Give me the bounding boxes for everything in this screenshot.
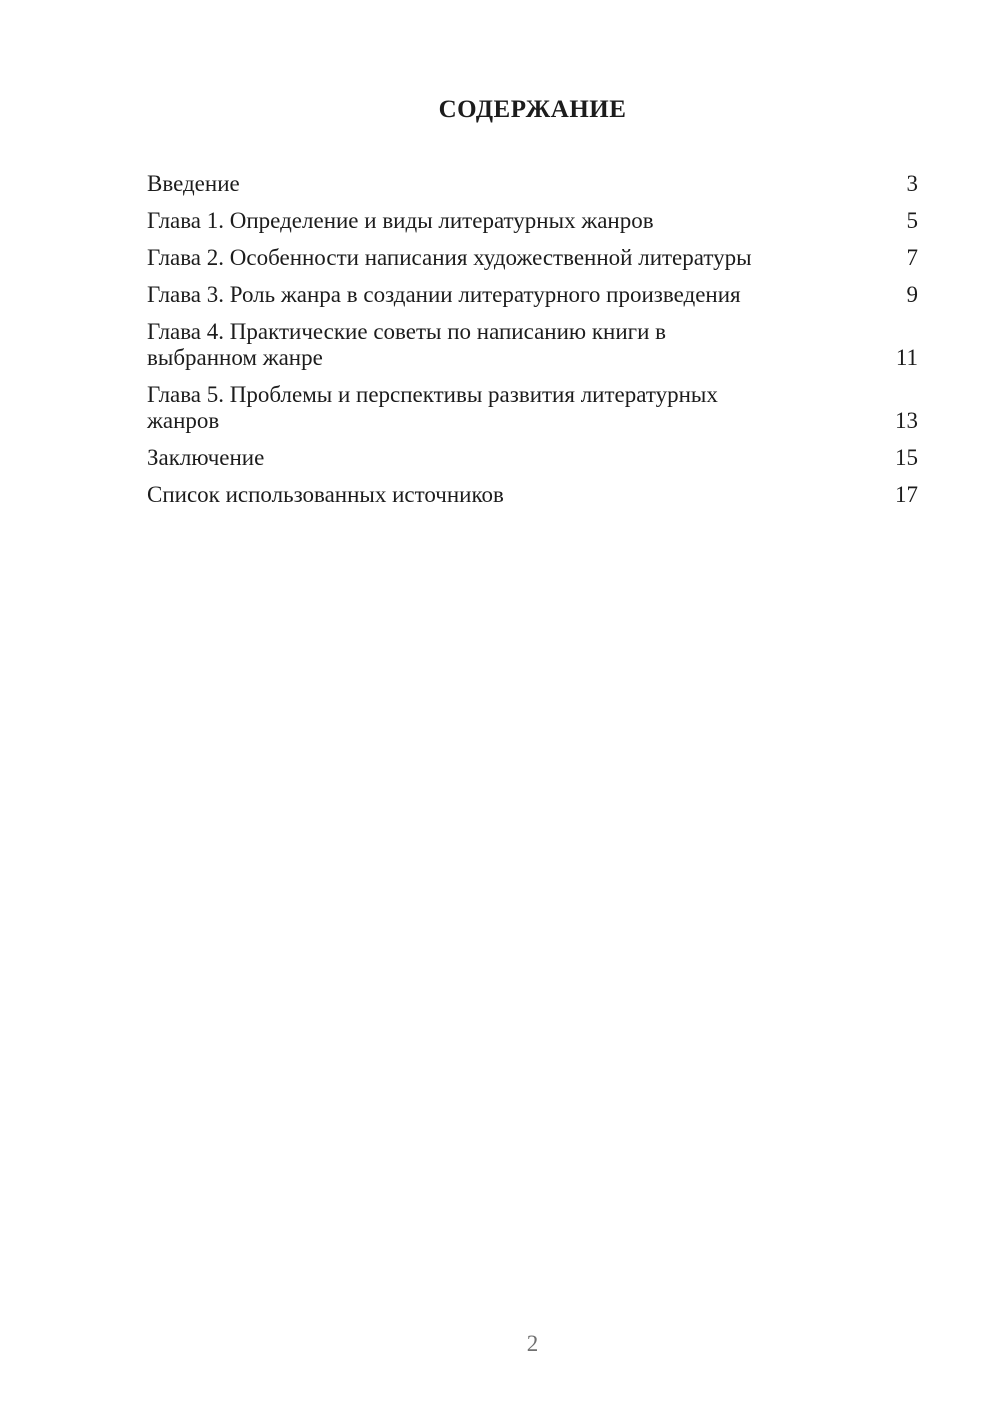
toc-entry xyxy=(147,171,918,197)
toc-page-number: 13 xyxy=(895,408,918,433)
footer-page-number: 2 xyxy=(526,1331,539,1356)
toc-entry-text-line: Глава 5. Проблемы и перспективы развития литературных xyxy=(147,382,718,407)
toc-entry-text-line: жанров xyxy=(147,408,220,433)
toc-entry-title xyxy=(147,319,666,371)
toc-entry xyxy=(147,208,918,234)
toc-entry xyxy=(147,382,918,434)
toc-entry-text-line: Глава 4. Практические советы по написанию книги в xyxy=(147,319,666,344)
toc-page-number: 11 xyxy=(895,345,918,370)
toc-entry-text-line: Глава 2. Особенности написания художественной литературы xyxy=(147,245,752,270)
toc-page-number: 17 xyxy=(895,482,918,507)
table-of-contents xyxy=(147,171,918,519)
toc-entry-text-line: Введение xyxy=(147,171,240,196)
toc-page-number: 15 xyxy=(895,445,918,470)
page-title: СОДЕРЖАНИЕ xyxy=(438,96,627,123)
toc-entry-text-line: Глава 3. Роль жанра в создании литературного произведения xyxy=(147,282,741,307)
toc-entry-text-line: Заключение xyxy=(147,445,265,470)
toc-entry-title xyxy=(147,245,752,271)
toc-page-number: 3 xyxy=(906,171,918,196)
toc-entry-text-line: выбранном жанре xyxy=(147,345,323,370)
toc-entry xyxy=(147,319,918,371)
toc-entry-title xyxy=(147,208,654,234)
toc-page-number: 5 xyxy=(906,208,918,233)
toc-entry-text-line: Глава 1. Определение и виды литературных жанров xyxy=(147,208,654,233)
toc-entry-title xyxy=(147,382,718,434)
toc-entry xyxy=(147,445,918,471)
toc-page-number: 7 xyxy=(906,245,918,270)
toc-entry-title xyxy=(147,282,741,308)
toc-entry-title xyxy=(147,482,504,508)
toc-page-number: 9 xyxy=(906,282,918,307)
toc-entry-title xyxy=(147,445,264,471)
toc-entry-title xyxy=(147,171,240,197)
toc-entry xyxy=(147,282,918,308)
toc-entry-text-line: Список использованных источников xyxy=(147,482,504,507)
toc-entry xyxy=(147,482,918,508)
toc-entry xyxy=(147,245,918,271)
